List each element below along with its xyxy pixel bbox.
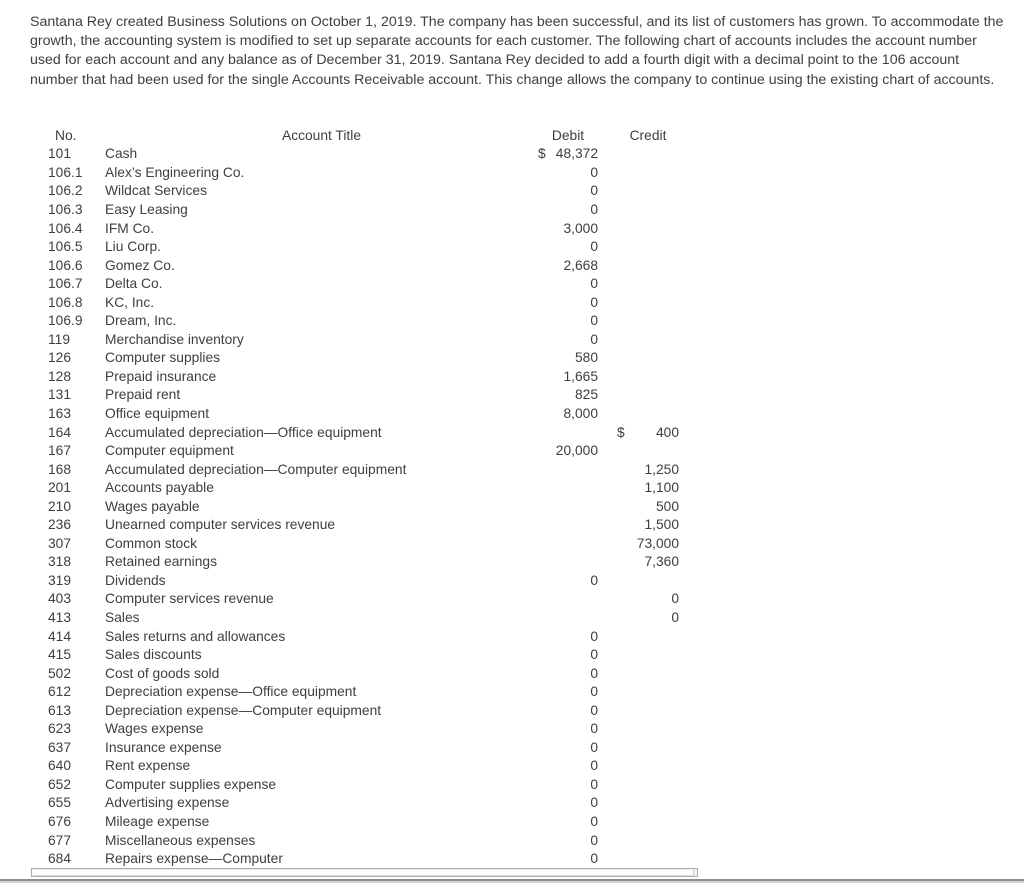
account-number: 106.2 [48,183,83,199]
account-number: 612 [48,684,72,700]
table-row [30,757,679,776]
account-title: Depreciation expense—Computer equipment [105,702,382,718]
account-number: 684 [48,851,72,867]
account-number: 106.1 [48,164,83,180]
account-number: 106.5 [48,239,83,255]
debit-amount [538,647,598,662]
account-title: Computer services revenue [105,591,274,607]
table-row [30,293,679,312]
debit-amount [538,239,598,254]
table-row [30,701,679,720]
debit-amount-value: 0 [590,776,598,792]
account-title: Advertising expense [105,795,230,811]
account-number: 655 [48,795,72,811]
debit-amount [538,258,598,273]
debit-amount-value: 0 [590,721,598,737]
account-title: Accumulated depreciation—Office equipment [105,424,382,440]
account-number: 106.8 [48,294,83,310]
account-number: 318 [48,554,72,570]
debit-amount-value: 0 [590,851,598,867]
credit-amount-value: 1,500 [644,517,679,533]
account-title: Repairs expense—Computer [105,851,283,867]
credit-amount [617,462,679,477]
table-header-row [30,126,679,145]
table-row [30,274,679,293]
credit-amount [617,554,679,569]
account-number: 413 [48,609,72,625]
scrollbar-thumb[interactable] [33,870,694,876]
table-row [30,553,679,572]
account-number: 101 [48,146,72,162]
debit-amount-value: 3,000 [563,220,598,236]
table-row [30,423,679,442]
account-title: Sales [105,609,140,625]
account-number: 415 [48,647,72,663]
account-number: 106.3 [48,201,83,217]
account-title: Sales discounts [105,647,202,663]
table-row [30,460,679,479]
debit-amount [538,684,598,699]
debit-amount-value: 825 [574,387,598,403]
debit-amount [538,276,598,291]
account-title: Delta Co. [105,276,163,292]
debit-amount-value: 0 [590,201,598,217]
table-row [30,145,679,164]
debit-amount [538,387,598,402]
account-title: Liu Corp. [105,239,161,255]
table-row [30,720,679,739]
account-title: Wildcat Services [105,183,207,199]
debit-amount [538,406,598,421]
account-number: 319 [48,572,72,588]
debit-amount-value: 0 [590,684,598,700]
account-number: 210 [48,498,72,514]
table-row [30,497,679,516]
debit-amount-value: 0 [590,276,598,292]
debit-amount [538,332,598,347]
account-number: 677 [48,832,72,848]
table-row [30,330,679,349]
account-number: 613 [48,702,72,718]
credit-amount-value: 400 [655,424,679,440]
credit-amount-value: 0 [671,609,679,625]
debit-amount-value: 0 [590,628,598,644]
debit-amount-value: 0 [590,331,598,347]
account-title: Accounts payable [105,480,214,496]
credit-amount-value: 7,360 [644,554,679,570]
debit-amount [538,313,598,328]
account-title: Prepaid rent [105,387,181,403]
credit-amount-value: 1,250 [644,461,679,477]
dollar-sign: $ [538,146,546,162]
account-title: Easy Leasing [105,201,188,217]
debit-amount-value: 0 [590,183,598,199]
debit-amount-value: 0 [590,294,598,310]
table-row [30,831,679,850]
account-number: 201 [48,480,72,496]
account-title: Office equipment [105,405,210,421]
debit-amount [538,165,598,180]
debit-amount-value: 2,668 [563,257,598,273]
table-row [30,849,679,868]
account-title: Miscellaneous expenses [105,832,256,848]
account-title: Computer equipment [105,443,234,459]
col-header-account-title: Account Title [282,127,361,143]
debit-amount [538,758,598,773]
account-number: 131 [48,387,72,403]
account-title: Rent expense [105,758,191,774]
debit-amount [538,369,598,384]
credit-amount [617,480,679,495]
account-number: 106.9 [48,313,83,329]
debit-amount-value: 0 [590,702,598,718]
table-row [30,386,679,405]
debit-amount [538,833,598,848]
table-row [30,478,679,497]
account-number: 106.7 [48,276,83,292]
table-row [30,237,679,256]
debit-amount-value: 20,000 [555,443,598,459]
horizontal-scrollbar[interactable] [31,868,698,877]
col-header-debit: Debit [551,127,585,143]
credit-amount [617,499,679,514]
account-number: 403 [48,591,72,607]
debit-amount-value: 48,372 [555,146,598,162]
credit-amount [617,425,679,440]
account-number: 106.4 [48,220,83,236]
table-row [30,738,679,757]
debit-amount [538,202,598,217]
credit-amount [617,610,679,625]
table-row [30,404,679,423]
account-number: 307 [48,535,72,551]
table-row [30,664,679,683]
account-title: Wages payable [105,498,200,514]
col-header-credit: Credit [629,127,667,143]
credit-amount-value: 500 [655,498,679,514]
debit-amount-value: 8,000 [563,405,598,421]
table-row [30,515,679,534]
account-number: 128 [48,368,72,384]
col-header-no: No. [55,127,77,143]
table-row [30,311,679,330]
account-title: Dividends [105,572,166,588]
credit-amount-value: 73,000 [636,535,679,551]
account-title: Cash [105,146,138,162]
account-number: 168 [48,461,72,477]
debit-amount [538,629,598,644]
table-row [30,256,679,275]
debit-amount-value: 0 [590,239,598,255]
table-row [30,163,679,182]
account-title: Sales returns and allowances [105,628,286,644]
account-title: KC, Inc. [105,294,155,310]
table-row [30,645,679,664]
account-title: IFM Co. [105,220,155,236]
account-title: Alex’s Engineering Co. [105,164,245,180]
account-title: Wages expense [105,721,204,737]
table-row [30,200,679,219]
account-number: 163 [48,405,72,421]
account-title: Retained earnings [105,554,217,570]
debit-amount [538,795,598,810]
account-title: Mileage expense [105,814,210,829]
account-number: 623 [48,721,72,737]
debit-amount [538,443,598,458]
debit-amount-value: 0 [590,164,598,180]
credit-amount-value: 0 [671,591,679,607]
table-row [30,608,679,627]
debit-amount [538,703,598,718]
account-title: Accumulated depreciation—Computer equipment [105,461,407,477]
table-row [30,775,679,794]
debit-amount [538,146,598,161]
debit-amount-value: 0 [590,758,598,774]
debit-amount [538,295,598,310]
debit-amount-value: 0 [590,832,598,848]
debit-amount-value: 0 [590,739,598,755]
account-number: 126 [48,350,72,366]
table-row [30,441,679,460]
debit-amount-value: 0 [590,814,598,829]
debit-amount [538,221,598,236]
dollar-sign: $ [617,424,625,440]
account-number: 414 [48,628,72,644]
account-number: 164 [48,424,72,440]
account-title: Depreciation expense—Office equipment [105,684,357,700]
debit-amount [538,721,598,736]
debit-amount [538,777,598,792]
account-number: 637 [48,739,72,755]
account-number: 652 [48,776,72,792]
debit-amount-value: 0 [590,795,598,811]
account-number: 119 [48,331,70,347]
table-row [30,182,679,201]
table-row [30,219,679,238]
credit-amount-value: 1,100 [644,480,679,496]
debit-amount [538,740,598,755]
account-number: 676 [48,814,72,829]
debit-amount [538,350,598,365]
account-number: 502 [48,665,72,681]
debit-amount-value: 0 [590,665,598,681]
account-number: 640 [48,758,72,774]
account-title: Cost of goods sold [105,665,220,681]
debit-amount [538,573,598,588]
table-row [30,627,679,646]
debit-amount-value: 0 [590,572,598,588]
credit-amount [617,536,679,551]
debit-amount-value: 0 [590,313,598,329]
debit-amount [538,814,598,829]
account-title: Common stock [105,535,198,551]
table-row [30,571,679,590]
credit-amount [617,517,679,532]
table-row [30,812,679,831]
table-row [30,534,679,553]
account-title: Merchandise inventory [105,331,244,347]
account-title: Insurance expense [105,739,222,755]
account-title: Prepaid insurance [105,368,217,384]
debit-amount-value: 0 [590,647,598,663]
debit-amount-value: 1,665 [563,368,598,384]
chart-of-accounts-table [30,126,679,868]
account-number: 167 [48,443,72,459]
table-row [30,367,679,386]
debit-amount-value: 580 [574,350,598,366]
account-title: Dream, Inc. [105,313,177,329]
account-number: 236 [48,517,72,533]
accounts-table-body [30,145,679,868]
debit-amount [538,183,598,198]
table-row [30,794,679,813]
table-row [30,590,679,609]
account-title: Unearned computer services revenue [105,517,336,533]
account-title: Computer supplies expense [105,776,277,792]
account-title: Gomez Co. [105,257,175,273]
table-row [30,349,679,368]
problem-statement: Santana Rey created Business Solutions on October 1, 2019. The company has been successful, and its list of customers has grown. To accommodate the growth, the accounting system is modified to set up separate accounts for each customer. The following chart of accounts includes the account number used for each account and any balance as of December 31, 2019. Santana Rey decided to add a fourth digit with a decimal point to the 106 account number that had been used for the single Accounts Receivable account. This change allows the company to continue using the existing chart of accounts. [30,14,1004,88]
credit-amount [617,591,679,606]
account-title: Computer supplies [105,350,221,366]
table-row [30,682,679,701]
account-number: 106.6 [48,257,83,273]
debit-amount [538,851,598,866]
debit-amount [538,666,598,681]
